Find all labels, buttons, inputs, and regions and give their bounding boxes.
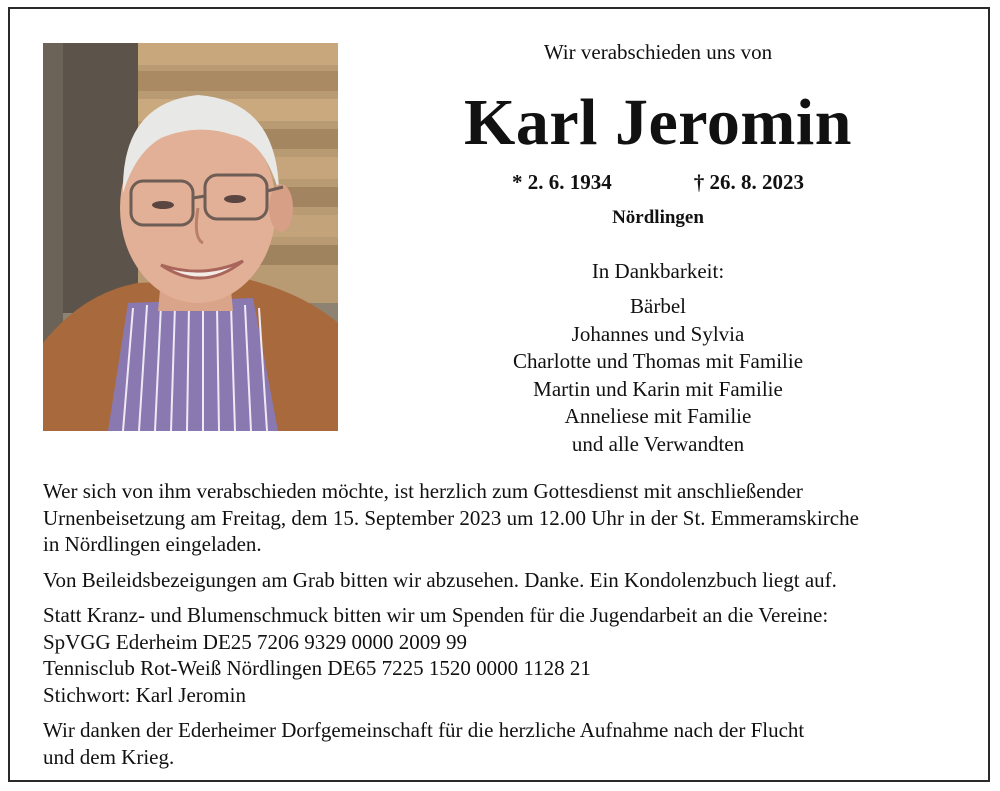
text-line: Wir danken der Ederheimer Dorfgemeinschaft für die herzliche Aufnahme nach der Flucht	[43, 718, 805, 742]
family-member: Martin und Karin mit Familie	[533, 376, 783, 401]
gratitude-paragraph	[43, 717, 963, 770]
deceased-name: Karl Jeromin	[464, 86, 852, 159]
text-line: Von Beileidsbezeigungen am Grab bitten wir abzusehen. Danke. Ein Kondolenzbuch liegt auf.	[43, 567, 837, 592]
text-line: Wer sich von ihm verabschieden möchte, ist herzlich zum Gottesdienst mit anschließender	[43, 479, 803, 503]
condolence-paragraph	[43, 567, 963, 594]
birth-date: * 2. 6. 1934	[512, 170, 612, 194]
place-name: Nördlingen	[612, 207, 704, 228]
thanks-heading: In Dankbarkeit:	[591, 259, 725, 283]
family-member: Bärbel	[630, 294, 686, 318]
text-line: SpVGG Ederheim DE25 7206 9329 0000 2009 99	[43, 629, 468, 654]
service-paragraph	[43, 478, 963, 558]
text-line: Urnenbeisetzung am Freitag, dem 15. September 2023 um 12.00 Uhr in der St. Emmeramskirche	[43, 505, 859, 530]
text-line: Statt Kranz- und Blumenschmuck bitten wir um Spenden für die Jugendarbeit an die Vereine:	[43, 603, 829, 627]
family-member: Anneliese mit Familie	[564, 404, 752, 428]
donation-paragraph	[43, 602, 963, 708]
text-line: Tennisclub Rot-Weiß Nördlingen DE65 7225 1520 0000 1128 21	[43, 656, 591, 680]
family-member: Johannes und Sylvia	[571, 321, 745, 346]
death-date: † 26. 8. 2023	[693, 170, 804, 194]
intro-line: Wir verabschieden uns von	[543, 40, 773, 64]
obituary-body	[43, 478, 963, 779]
life-dates	[360, 170, 956, 195]
text-line: Stichwort: Karl Jeromin	[43, 682, 246, 707]
portrait-photo	[43, 43, 338, 431]
family-member: und alle Verwandten	[571, 431, 745, 456]
text-line: und dem Krieg.	[43, 744, 175, 769]
family-member: Charlotte und Thomas mit Familie	[512, 349, 804, 373]
family-list	[360, 293, 956, 458]
text-line: in Nördlingen eingeladen.	[43, 532, 262, 556]
